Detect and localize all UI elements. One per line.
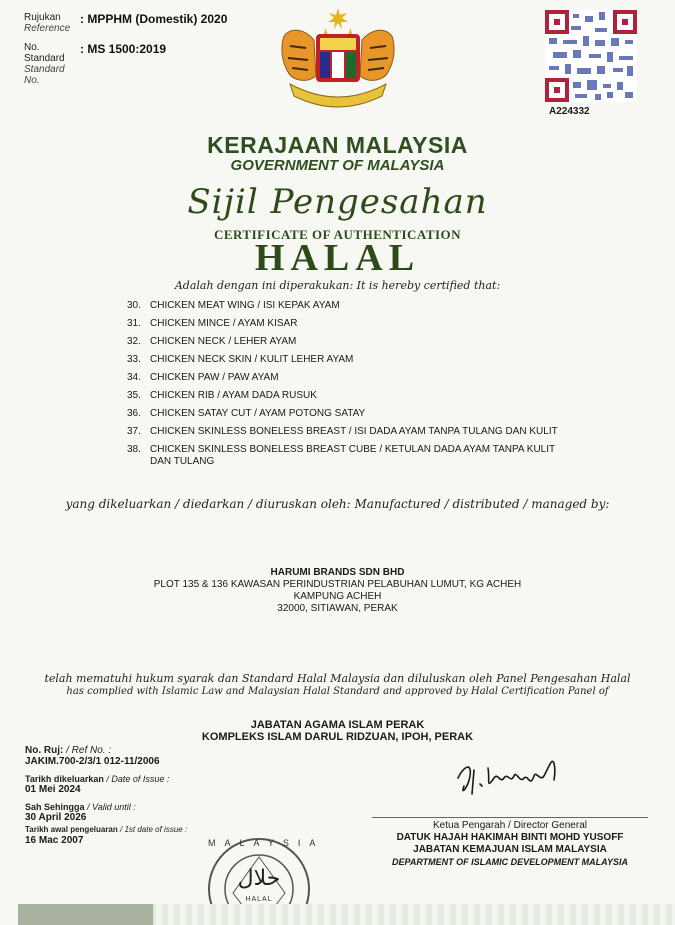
list-item <box>127 300 567 312</box>
company-address-1: PLOT 135 & 136 KAWASAN PERINDUSTRIAN PELABUHAN LUMUT, KG ACHEH <box>153 579 522 590</box>
gov-title-en: GOVERNMENT OF MALAYSIA <box>230 157 445 174</box>
certify-intro: Adalah dengan ini diperakukan: It is hereby certified that: <box>174 279 501 292</box>
department-en: DEPARTMENT OF ISLAMIC DEVELOPMENT MALAYSIA <box>391 857 628 867</box>
certificate-title: CERTIFICATE OF AUTHENTICATION <box>213 227 462 242</box>
ref-value: : MPPHM (Domestik) 2020 <box>80 12 228 26</box>
coat-of-arms-emblem <box>276 6 400 110</box>
item-text: CHICKEN MINCE / AYAM KISAR <box>150 318 298 329</box>
list-item <box>127 390 567 402</box>
authority-name: JABATAN AGAMA ISLAM PERAK <box>250 719 425 731</box>
product-list <box>127 300 567 474</box>
item-number: 33. <box>127 354 141 365</box>
signatory-block <box>372 820 648 868</box>
list-item <box>127 318 567 330</box>
item-number: 32. <box>127 336 141 347</box>
gov-title-ms: KERAJAAN MALAYSIA <box>207 132 468 158</box>
std-value: : MS 1500:2019 <box>80 42 167 56</box>
item-number: 31. <box>127 318 141 329</box>
item-number: 35. <box>127 390 141 401</box>
compliance-ms: telah mematuhi hukum syarak dan Standard Halal Malaysia dan diluluskan oleh Panel Pengesahan Halal <box>44 672 631 685</box>
ref-no-label: No. Ruj: / Ref No. : <box>25 745 112 756</box>
item-number: 37. <box>127 426 141 437</box>
ref-label: Rujukan Reference <box>24 12 71 34</box>
seal-arabic: حلال <box>237 866 281 891</box>
compliance-en: has complied with Islamic Law and Malaysian Halal Standard and approved by Halal Certification Panel of <box>66 686 609 697</box>
item-text: CHICKEN MEAT WING / ISI KEPAK AYAM <box>150 300 340 311</box>
qr-code-id: A224332 <box>549 106 590 117</box>
sijil-title: Sijil Pengesahan <box>187 182 488 222</box>
company-address-3: 32000, SITIAWAN, PERAK <box>277 603 398 614</box>
issue-date: 01 Mei 2024 <box>25 784 81 795</box>
signatory-role: Ketua Pengarah / Director General <box>433 820 587 831</box>
signature <box>450 748 580 804</box>
item-number: 30. <box>127 300 141 311</box>
list-item <box>127 444 567 468</box>
signatory-name: DATUK HAJAH HAKIMAH BINTI MOHD YUSOFF <box>396 832 624 843</box>
authority-block <box>0 719 675 743</box>
bottom-pattern <box>150 904 675 925</box>
first-issue-label: Tarikh awal pengeluaran / 1st date of issue : <box>25 825 188 834</box>
issue-label: Tarikh dikeluarkan / Date of Issue : <box>25 774 170 784</box>
seal-ring-text: MALAYSIA <box>208 838 325 848</box>
department-ms: JABATAN KEMAJUAN ISLAM MALAYSIA <box>413 844 607 855</box>
seal-bottom-text: HALAL <box>245 896 273 903</box>
bottom-strip <box>18 904 153 925</box>
company-name: HARUMI BRANDS SDN BHD <box>270 567 405 578</box>
authority-address: KOMPLEKS ISLAM DARUL RIDZUAN, IPOH, PERAK <box>201 731 474 743</box>
manufacturer-intro: yang dikeluarkan / diedarkan / diuruskan oleh: Manufactured / distributed / managed by: <box>65 497 610 511</box>
company-block <box>0 567 675 615</box>
item-text: CHICKEN RIB / AYAM DADA RUSUK <box>150 390 317 401</box>
valid-date: 30 April 2026 <box>25 812 87 823</box>
signature-line <box>372 817 648 818</box>
std-label: No. Standard Standard No. <box>24 42 65 86</box>
item-text: CHICKEN NECK / LEHER AYAM <box>150 336 297 347</box>
first-issue-date: 16 Mac 2007 <box>25 835 84 846</box>
item-text: CHICKEN SKINLESS BONELESS BREAST / ISI DADA AYAM TANPA TULANG DAN KULIT <box>150 426 558 437</box>
qr-code <box>545 10 637 102</box>
list-item <box>127 426 567 438</box>
item-text: CHICKEN SKINLESS BONELESS BREAST CUBE / KETULAN DADA AYAM TANPA KULIT DAN TULANG <box>150 444 555 467</box>
list-item <box>127 336 567 348</box>
item-number: 34. <box>127 372 141 383</box>
halal-title: HALAL <box>254 237 421 279</box>
item-text: CHICKEN SATAY CUT / AYAM POTONG SATAY <box>150 408 366 419</box>
list-item <box>127 408 567 420</box>
item-text: CHICKEN PAW / PAW AYAM <box>150 372 279 383</box>
list-item <box>127 354 567 366</box>
ref-no-value: JAKIM.700-2/3/1 012-11/2006 <box>25 756 160 767</box>
list-item <box>127 372 567 384</box>
valid-label: Sah Sehingga / Valid until : <box>25 802 136 812</box>
item-number: 36. <box>127 408 141 419</box>
item-number: 38. <box>127 444 141 455</box>
company-address-2: KAMPUNG ACHEH <box>293 591 382 602</box>
item-text: CHICKEN NECK SKIN / KULIT LEHER AYAM <box>150 354 354 365</box>
